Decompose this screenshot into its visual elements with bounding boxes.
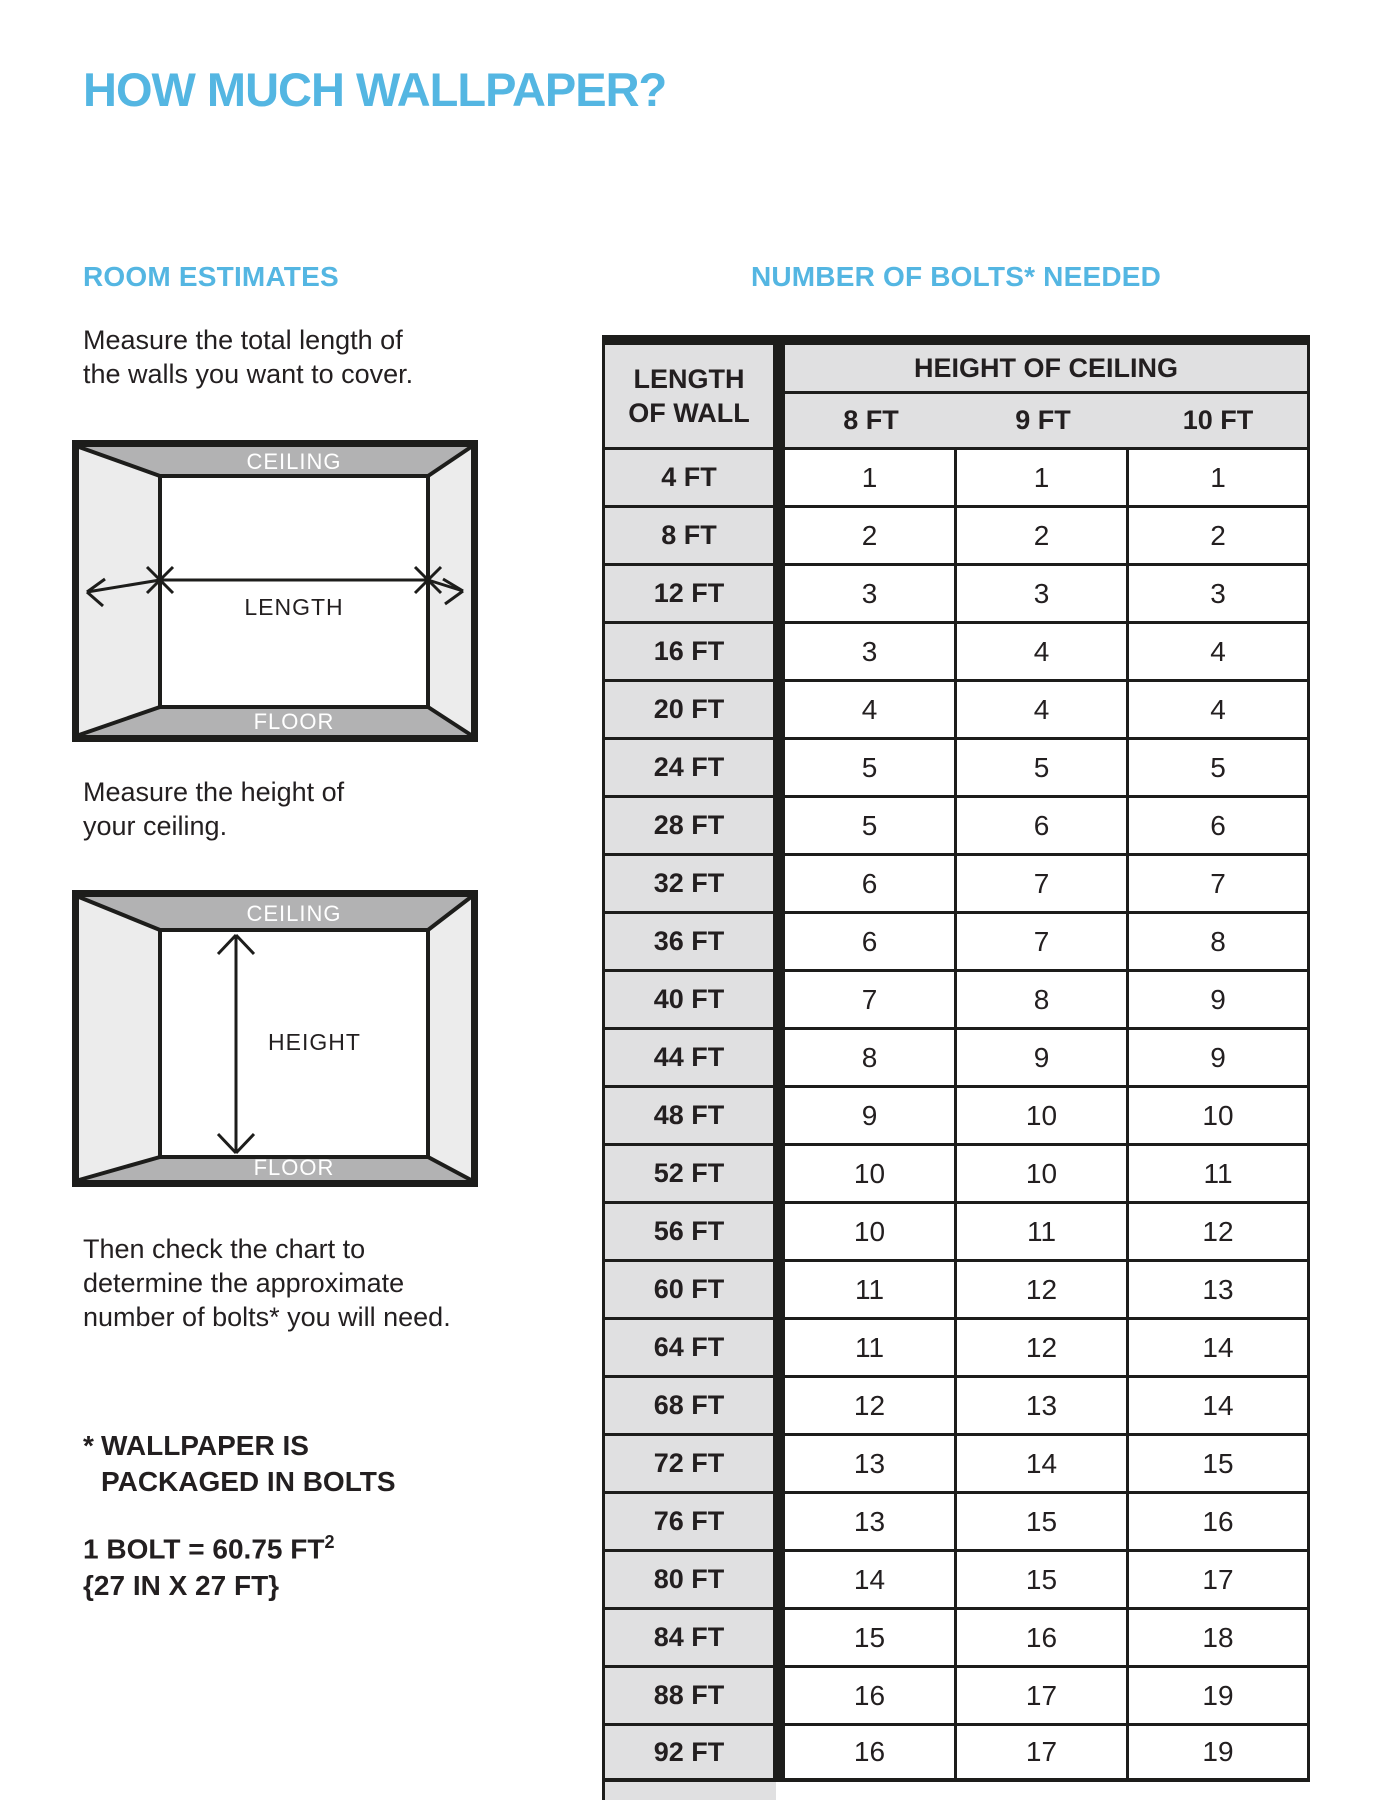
cell-10ft: 14 xyxy=(1129,1320,1307,1375)
row-label: 4 FT xyxy=(605,450,773,505)
cell-9ft: 8 xyxy=(957,972,1129,1027)
cell-10ft: 10 xyxy=(1129,1088,1307,1143)
cell-10ft: 9 xyxy=(1129,1030,1307,1085)
table-row xyxy=(605,1494,1307,1552)
row-label: 48 FT xyxy=(605,1088,773,1143)
row-vertical-divider xyxy=(773,972,785,1027)
row-vertical-divider xyxy=(773,1552,785,1607)
cell-8ft: 10 xyxy=(785,1204,957,1259)
room-estimates-heading: ROOM ESTIMATES xyxy=(83,261,339,292)
row-vertical-divider xyxy=(773,740,785,795)
cell-10ft: 6 xyxy=(1129,798,1307,853)
col-header-10ft: 10 FT xyxy=(1182,405,1254,435)
cell-10ft: 17 xyxy=(1129,1552,1307,1607)
cell-8ft: 5 xyxy=(785,740,957,795)
table-row xyxy=(605,1088,1307,1146)
cell-9ft: 10 xyxy=(957,1146,1129,1201)
row-label: 88 FT xyxy=(605,1668,773,1723)
cell-9ft: 10 xyxy=(957,1088,1129,1143)
cell-9ft: 3 xyxy=(957,566,1129,621)
table-row xyxy=(605,1030,1307,1088)
table-row xyxy=(605,1262,1307,1320)
cell-8ft: 1 xyxy=(785,450,957,505)
cell-9ft: 11 xyxy=(957,1204,1129,1259)
right-wall-surface xyxy=(428,897,471,1180)
cell-10ft: 5 xyxy=(1129,740,1307,795)
bolt-equation: 1 BOLT = 60.75 $FT^2$ xyxy=(83,1532,335,1565)
step2-line2: your ceiling. xyxy=(83,811,228,841)
diagram1-floor-label: FLOOR xyxy=(253,709,335,734)
row-vertical-divider xyxy=(773,566,785,621)
cell-10ft: 16 xyxy=(1129,1494,1307,1549)
table-row xyxy=(605,914,1307,972)
cell-8ft: 15 xyxy=(785,1610,957,1665)
cell-10ft: 14 xyxy=(1129,1378,1307,1433)
cell-9ft: 5 xyxy=(957,740,1129,795)
row-vertical-divider xyxy=(773,450,785,505)
row-label: 36 FT xyxy=(605,914,773,969)
col-group-header-height-of-ceiling: HEIGHT OF CEILING xyxy=(785,345,1307,394)
row-label: 64 FT xyxy=(605,1320,773,1375)
back-wall xyxy=(160,476,428,707)
cell-8ft: 5 xyxy=(785,798,957,853)
table-row xyxy=(605,450,1307,508)
row-label: 8 FT xyxy=(605,508,773,563)
row-label: 92 FT xyxy=(605,1726,773,1778)
row-vertical-divider xyxy=(773,1320,785,1375)
table-row xyxy=(605,1204,1307,1262)
row-vertical-divider xyxy=(773,914,785,969)
cell-10ft: 2 xyxy=(1129,508,1307,563)
step1-line2: the walls you want to cover. xyxy=(83,359,414,389)
row-vertical-divider xyxy=(773,798,785,853)
step2-line1: Measure the height of xyxy=(83,777,345,807)
row-vertical-divider xyxy=(773,508,785,563)
table-row xyxy=(605,682,1307,740)
row-vertical-divider xyxy=(773,1668,785,1723)
room-height-diagram xyxy=(72,890,478,1187)
cell-10ft: 11 xyxy=(1129,1146,1307,1201)
table-row xyxy=(605,508,1307,566)
table-row xyxy=(605,624,1307,682)
step3-line1: Then check the chart to xyxy=(83,1234,366,1264)
cell-10ft: 15 xyxy=(1129,1436,1307,1491)
row-vertical-divider xyxy=(773,1494,785,1549)
cell-9ft: 2 xyxy=(957,508,1129,563)
bolts-table xyxy=(602,335,1310,1800)
table-row xyxy=(605,972,1307,1030)
table-row xyxy=(605,1378,1307,1436)
wallpaper-bolts-footnote xyxy=(83,1428,396,1500)
footnote-line2: PACKAGED IN BOLTS xyxy=(101,1466,396,1497)
cell-8ft: 11 xyxy=(785,1320,957,1375)
row-label: 56 FT xyxy=(605,1204,773,1259)
step1-text xyxy=(83,323,413,391)
page-title: HOW MUCH WALLPAPER? xyxy=(83,63,667,116)
cell-8ft: 13 xyxy=(785,1436,957,1491)
row-vertical-divider xyxy=(773,1088,785,1143)
cell-9ft: 9 xyxy=(957,1030,1129,1085)
cell-8ft: 8 xyxy=(785,1030,957,1085)
footnote-asterisk: * xyxy=(83,1430,94,1461)
table-row xyxy=(605,1726,1307,1778)
row-label: 44 FT xyxy=(605,1030,773,1085)
cell-9ft: 15 xyxy=(957,1494,1129,1549)
cell-9ft: 6 xyxy=(957,798,1129,853)
table-row xyxy=(605,856,1307,914)
left-wall-surface xyxy=(79,897,160,1180)
step3-line2: determine the approximate xyxy=(83,1268,405,1298)
cell-8ft: 16 xyxy=(785,1668,957,1723)
row-label: 24 FT xyxy=(605,740,773,795)
cell-10ft: 19 xyxy=(1129,1726,1307,1778)
diagram2-height-label: HEIGHT xyxy=(268,1029,361,1055)
cell-10ft: 13 xyxy=(1129,1262,1307,1317)
step3-line3: number of bolts* you will need. xyxy=(83,1302,451,1332)
cell-9ft: 1 xyxy=(957,450,1129,505)
cell-9ft: 4 xyxy=(957,624,1129,679)
cell-9ft: 17 xyxy=(957,1726,1129,1778)
row-vertical-divider xyxy=(773,1204,785,1259)
table-row xyxy=(605,1436,1307,1494)
col-header-8ft: 8 FT xyxy=(843,405,899,435)
cell-9ft: 12 xyxy=(957,1262,1129,1317)
bolt-size-info xyxy=(83,1524,334,1604)
row-vertical-divider xyxy=(773,624,785,679)
cell-9ft: 16 xyxy=(957,1610,1129,1665)
table-row xyxy=(605,1552,1307,1610)
row-label: 20 FT xyxy=(605,682,773,737)
row-vertical-divider xyxy=(773,1610,785,1665)
row-vertical-divider xyxy=(773,1146,785,1201)
cell-8ft: 2 xyxy=(785,508,957,563)
cell-8ft: 6 xyxy=(785,914,957,969)
diagram1-length-label: LENGTH xyxy=(244,594,344,620)
cell-10ft: 12 xyxy=(1129,1204,1307,1259)
cell-9ft: 15 xyxy=(957,1552,1129,1607)
cell-8ft: 9 xyxy=(785,1088,957,1143)
bolt-dimensions: {27 IN X 27 FT} xyxy=(83,1570,280,1602)
table-row xyxy=(605,1610,1307,1668)
row-vertical-divider xyxy=(773,1726,785,1778)
cell-9ft: 7 xyxy=(957,914,1129,969)
cell-10ft: 1 xyxy=(1129,450,1307,505)
row-label: 80 FT xyxy=(605,1552,773,1607)
cell-8ft: 6 xyxy=(785,856,957,911)
cell-8ft: 3 xyxy=(785,624,957,679)
table-body xyxy=(605,450,1307,1778)
cell-10ft: 7 xyxy=(1129,856,1307,911)
row-label: 76 FT xyxy=(605,1494,773,1549)
cell-8ft: 16 xyxy=(785,1726,957,1778)
cell-10ft: 9 xyxy=(1129,972,1307,1027)
row-label: 84 FT xyxy=(605,1610,773,1665)
row-label: 68 FT xyxy=(605,1378,773,1433)
table-row xyxy=(605,798,1307,856)
row-label: 60 FT xyxy=(605,1262,773,1317)
table-header xyxy=(605,345,1307,450)
table-row xyxy=(605,566,1307,624)
room-length-diagram xyxy=(72,440,478,742)
cell-9ft: 4 xyxy=(957,682,1129,737)
cell-9ft: 17 xyxy=(957,1668,1129,1723)
diagram2-ceiling-label: CEILING xyxy=(246,901,342,926)
squared-superscript: 2 xyxy=(324,1532,335,1552)
bolts-table-heading: NUMBER OF BOLTS* NEEDED xyxy=(750,261,1162,292)
row-vertical-divider xyxy=(773,1262,785,1317)
row-vertical-divider xyxy=(773,682,785,737)
right-wall-surface xyxy=(428,447,471,735)
cell-8ft: 14 xyxy=(785,1552,957,1607)
cell-8ft: 4 xyxy=(785,682,957,737)
cell-8ft: 7 xyxy=(785,972,957,1027)
row-label: 12 FT xyxy=(605,566,773,621)
row-label: 32 FT xyxy=(605,856,773,911)
footnote-line1: WALLPAPER IS xyxy=(101,1430,309,1461)
row-vertical-divider xyxy=(773,1030,785,1085)
table-row xyxy=(605,1668,1307,1726)
step1-line1: Measure the total length of xyxy=(83,325,403,355)
column-headers xyxy=(785,394,1307,447)
cell-10ft: 8 xyxy=(1129,914,1307,969)
cell-8ft: 11 xyxy=(785,1262,957,1317)
cell-10ft: 4 xyxy=(1129,624,1307,679)
header-vertical-divider xyxy=(773,345,785,447)
col-header-9ft: 9 FT xyxy=(1015,405,1071,435)
cell-10ft: 18 xyxy=(1129,1610,1307,1665)
table-row xyxy=(605,1320,1307,1378)
row-vertical-divider xyxy=(773,1378,785,1433)
table-bottom-stub xyxy=(602,1782,776,1800)
table-row xyxy=(605,740,1307,798)
row-vertical-divider xyxy=(773,1436,785,1491)
table-top-border xyxy=(602,335,1310,345)
row-label: 72 FT xyxy=(605,1436,773,1491)
cell-8ft: 10 xyxy=(785,1146,957,1201)
step2-text xyxy=(83,775,344,843)
row-vertical-divider xyxy=(773,856,785,911)
cell-9ft: 13 xyxy=(957,1378,1129,1433)
row-header-length-of-wall: LENGTH OF WALL xyxy=(605,345,773,447)
cell-9ft: 12 xyxy=(957,1320,1129,1375)
step3-text xyxy=(83,1232,451,1334)
diagram1-ceiling-label: CEILING xyxy=(246,449,342,474)
cell-9ft: 7 xyxy=(957,856,1129,911)
cell-9ft: 14 xyxy=(957,1436,1129,1491)
row-label: 52 FT xyxy=(605,1146,773,1201)
row-label: 40 FT xyxy=(605,972,773,1027)
row-label: 28 FT xyxy=(605,798,773,853)
cell-10ft: 4 xyxy=(1129,682,1307,737)
row-label: 16 FT xyxy=(605,624,773,679)
table-row xyxy=(605,1146,1307,1204)
diagram2-floor-label: FLOOR xyxy=(253,1155,335,1180)
cell-10ft: 19 xyxy=(1129,1668,1307,1723)
cell-8ft: 3 xyxy=(785,566,957,621)
cell-8ft: 12 xyxy=(785,1378,957,1433)
cell-8ft: 13 xyxy=(785,1494,957,1549)
cell-10ft: 3 xyxy=(1129,566,1307,621)
